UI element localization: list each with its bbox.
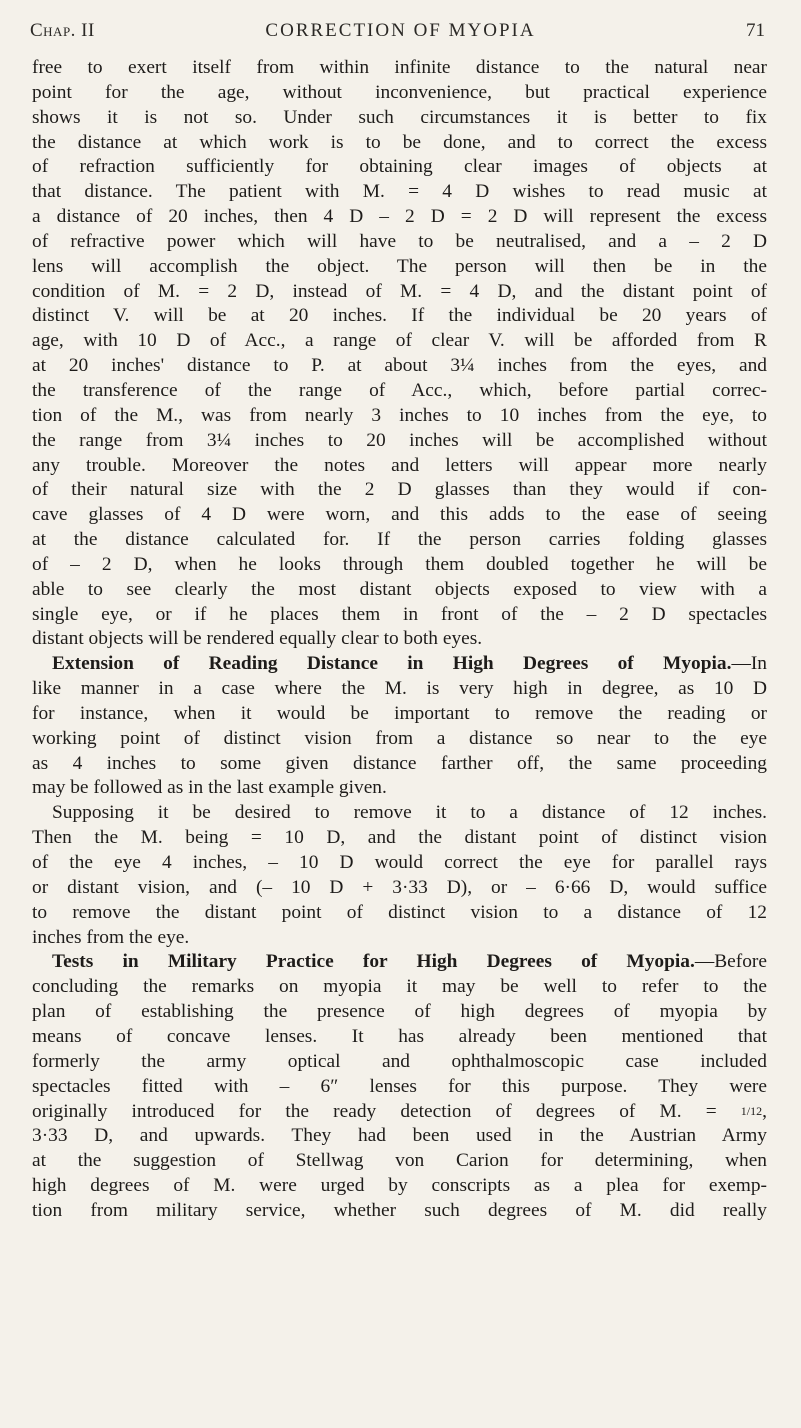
- text-line: to remove the distant point of distinct vision to a distance of 12: [32, 901, 767, 923]
- section-1-text: [32, 677, 767, 801]
- text-line: like manner in a case where the M. is very high in degree, as 10 D: [32, 678, 767, 700]
- text-line: spectacles fitted with – 6″ lenses for this purpose. They were: [32, 1075, 767, 1097]
- text-line: or distant vision, and (– 10 D + 3·33 D), or – 6·66 D, would suffice: [32, 876, 767, 898]
- text-line: [32, 1099, 767, 1124]
- text-line: for instance, when it would be important to remove the reading or: [32, 702, 767, 724]
- text-line: condition of M. = 2 D, instead of M. = 4 D, and the distant point of: [32, 280, 767, 302]
- text-line: any trouble. Moreover the notes and letters will appear more nearly: [32, 454, 767, 476]
- text-line: at the suggestion of Stellwag von Carion for determining, when: [32, 1150, 767, 1172]
- text-line: of the eye 4 inches, – 10 D would correct the eye for parallel rays: [32, 852, 767, 873]
- text-line: of their natural size with the 2 D glasses than they would if con-: [32, 479, 767, 501]
- text-line: high degrees of M. were urged by conscripts as a plea for exemp-: [32, 1174, 767, 1196]
- text-line: single eye, or if he places them in front of the – 2 D spectacles: [32, 603, 767, 625]
- section-heading-line: [32, 950, 767, 975]
- section-heading: Extension of Reading Distance in High Degrees of Myopia.: [52, 653, 732, 675]
- text-line: formerly the army optical and ophthalmoscopic case included: [32, 1050, 767, 1072]
- text-line: distinct V. will be at 20 inches. If the individual be 20 years of: [32, 305, 767, 327]
- text-line: at the distance calculated for. If the person carries folding glasses: [32, 529, 767, 551]
- text-line: the distance at which work is to be done, and to correct the excess: [32, 131, 767, 153]
- text-line: lens will accomplish the object. The person will then be in the: [32, 255, 767, 277]
- page-number: 71: [746, 20, 765, 41]
- text-line: a distance of 20 inches, then 4 D – 2 D = 2 D will represent the excess: [32, 206, 767, 228]
- text-line: may be followed as in the last example given.: [32, 777, 387, 799]
- section-lead: —In: [731, 653, 767, 675]
- text-line: the range from 3¼ inches to 20 inches will be accomplished without: [32, 429, 767, 451]
- text-line: point for the age, without inconvenience, but practical experience: [32, 81, 767, 103]
- text-line: Then the M. being = 10 D, and the distant point of distinct vision: [32, 827, 767, 849]
- section-lead: —Before: [694, 951, 767, 973]
- fraction: 1/12: [740, 1104, 763, 1119]
- text-line: plan of establishing the presence of high degrees of myopia by: [32, 1001, 767, 1023]
- text-line: free to exert itself from within infinite distance to the natural near: [32, 57, 767, 78]
- text-line: that distance. The patient with M. = 4 D wishes to read music at: [32, 181, 767, 203]
- text-line: of – 2 D, when he looks through them doubled together he will be: [32, 553, 767, 575]
- section-2-closing: [32, 1124, 767, 1223]
- text-line: concluding the remarks on myopia it may be well to refer to the: [32, 976, 767, 998]
- section-heading: Tests in Military Practice for High Degrees of Myopia.: [52, 951, 695, 973]
- text-line: of refractive power which will have to be neutralised, and a – 2 D: [32, 230, 767, 252]
- text-line: Supposing it be desired to remove it to a distance of 12 inches.: [52, 802, 767, 824]
- text-line: inches from the eye.: [32, 926, 190, 948]
- text-line: cave glasses of 4 D were worn, and this adds to the ease of seeing: [32, 504, 767, 526]
- line-text: ,: [762, 1101, 767, 1123]
- text-line: as 4 inches to some given distance farther off, the same proceeding: [32, 752, 767, 774]
- chapter-label: Chap. II: [30, 20, 95, 41]
- text-line: tion of the M., was from nearly 3 inches to 10 inches from the eye, to: [32, 404, 767, 426]
- section-1-paragraph-2: [32, 801, 767, 950]
- line-text: originally introduced for the ready detection of degrees of M. =: [32, 1101, 741, 1123]
- page-body: [32, 56, 767, 1224]
- text-line: means of concave lenses. It has already been mentioned that: [32, 1025, 767, 1047]
- paragraph-1: [32, 56, 767, 652]
- text-line: distant objects will be rendered equally clear to both eyes.: [32, 628, 483, 650]
- page-title: CORRECTION OF MYOPIA: [265, 20, 536, 41]
- text-line: of refraction sufficiently for obtaining clear images of objects at: [32, 156, 767, 178]
- text-line: age, with 10 D of Acc., a range of clear V. will be afforded from R: [32, 330, 767, 352]
- text-line: tion from military service, whether such degrees of M. did really: [32, 1199, 767, 1221]
- text-line: able to see clearly the most distant objects exposed to view with a: [32, 578, 767, 600]
- text-line: 3·33 D, and upwards. They had been used in the Austrian Army: [32, 1125, 767, 1147]
- text-line: working point of distinct vision from a distance so near to the eye: [32, 727, 767, 749]
- text-line: shows it is not so. Under such circumstances it is better to fix: [32, 106, 767, 128]
- text-line: the transference of the range of Acc., which, before partial correc-: [32, 379, 767, 401]
- running-header: [0, 20, 801, 44]
- section-2-text: [32, 975, 767, 1099]
- text-line: at 20 inches' distance to P. at about 3¼ inches from the eyes, and: [32, 355, 767, 377]
- section-heading-line: [32, 652, 767, 677]
